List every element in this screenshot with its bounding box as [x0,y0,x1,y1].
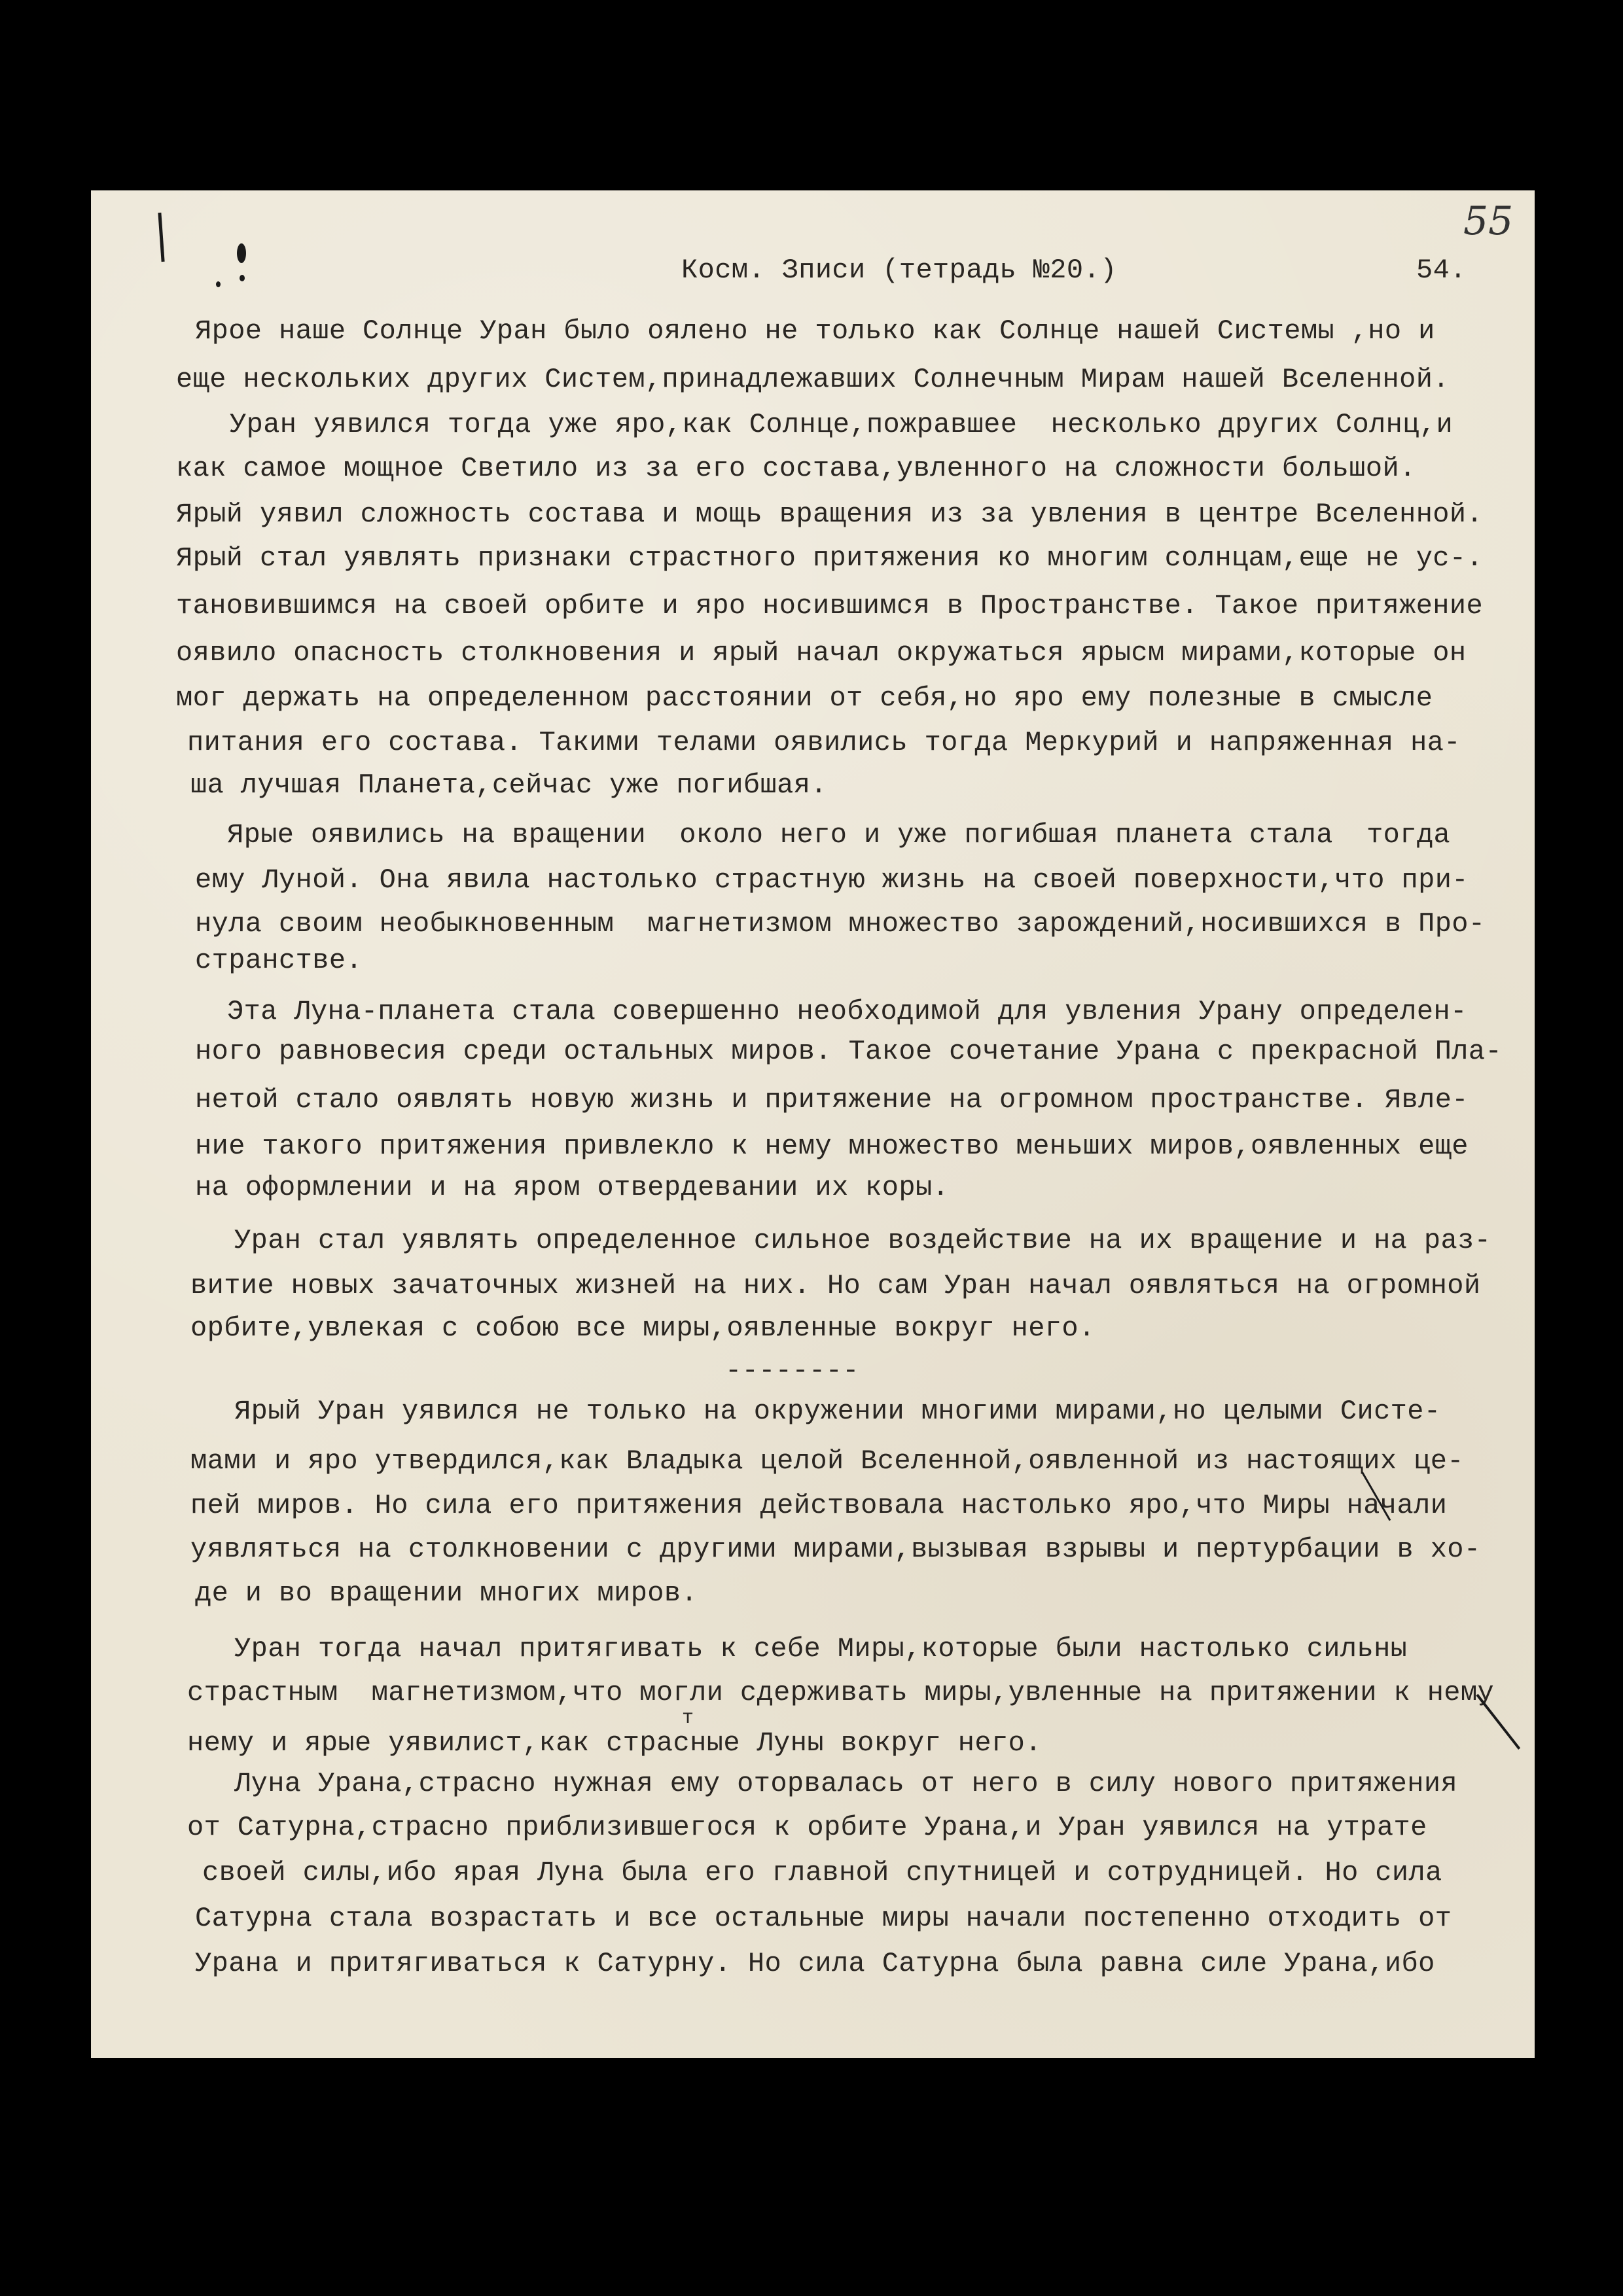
margin-ink-dot [237,243,246,263]
text-line: Ярый уявил сложность состава и мощь вращения из за увления в центре Вселенной. [176,499,1484,530]
text-line: витие новых зачаточных жизней на них. Но сам Уран начал оявляться на огромной [190,1270,1481,1301]
text-line: Сатурна стала возрастать и все остальные миры начали постепенно отходить от [195,1903,1452,1934]
text-line: мами и яро утвердился,как Владыка целой Вселенной,оявленной из настоящих це- [190,1445,1464,1477]
text-line: от Сатурна,страсно приблизившегося к орбите Урана,и Уран уявился на утрате [187,1812,1427,1843]
page-number: 54. [1416,255,1467,286]
text-line: Уран стал уявлять определенное сильное воздействие на их вращение и на раз- [234,1225,1491,1256]
text-line: мог держать на определенном расстоянии от себя,но яро ему полезные в смысле [176,682,1433,714]
text-line: ша лучшая Планета,сейчас уже погибшая. [190,769,827,801]
text-line: нула своим необыкновенным магнетизмом множество зарождений,носившихся в Про- [195,908,1486,940]
text-line: Ярый Уран уявился не только на окружении многими мирами,но целыми Систе- [234,1396,1441,1427]
text-line: пей миров. Но сила его притяжения действовала настолько яро,что Миры начали [190,1490,1448,1521]
margin-ink-dot [216,281,221,287]
text-line: Уран уявился тогда уже яро,как Солнце,пожравшее несколько других Солнц,и [230,409,1454,440]
section-divider: -------- [725,1355,859,1386]
handwritten-page-number: 55 [1463,198,1514,244]
text-line: тановившимся на своей орбите и яро носившимся в Пространстве. Такое притяжение [176,590,1484,622]
text-line: Луна Урана,страсно нужная ему оторвалась от него в силу нового притяжения [234,1768,1458,1799]
text-line: де и во вращении многих миров. [195,1578,698,1609]
text-line: на оформлении и на яром отвердевании их коры. [195,1172,950,1203]
text-line: Ярое наше Солнце Уран было оялено не только как Солнце нашей Системы ,но и [195,315,1435,347]
text-line: уявляться на столкновении с другими мирами,вызывая взрывы и пертурбации в хо- [190,1534,1481,1565]
text-line: страстным магнетизмом,что могли сдерживать миры,увленные на притяжении к нему [187,1677,1495,1708]
text-line: Уран тогда начал притягивать к себе Миры,которые были настолько сильны [234,1633,1408,1665]
text-line: как самое мощное Светило из за его состава,увленного на сложности большой. [176,453,1416,484]
text-line: еще нескольких других Систем,принадлежавших Солнечным Мирам нашей Вселенной. [176,364,1450,395]
text-line: Урана и притягиваться к Сатурну. Но сила Сатурна была равна силе Урана,ибо [195,1948,1435,1979]
text-line: Ярые оявились на вращении около него и уже погибшая планета стала тогда [227,819,1451,851]
text-line: Ярый стал уявлять признаки страстного притяжения ко многим солнцам,еще не ус-. [176,542,1484,574]
text-line: странстве. [195,945,363,976]
text-line: ние такого притяжения привлекло к нему множество меньших миров,оявленных еще [195,1131,1469,1162]
text-line: питания его состава. Такими телами оявились тогда Меркурий и напряженная на- [187,727,1461,758]
text-line: орбите,увлекая с собою все миры,оявленные вокруг него. [190,1313,1096,1344]
text-line: нему и ярые уявилист,как страсные Луны вокруг него. [187,1727,1042,1759]
margin-ink-dot [240,275,245,281]
text-line: ного равновесия среди остальных миров. Такое сочетание Урана с прекрасной Пла- [195,1036,1503,1067]
text-line: оявило опасность столкновения и ярый начал окружаться ярысм мирами,которые он [176,637,1467,669]
insertion-mark: т [682,1707,694,1729]
text-line: нетой стало оявлять новую жизнь и притяжение на огромном пространстве. Явле- [195,1084,1469,1116]
text-line: своей силы,ибо ярая Луна была его главной спутницей и сотрудницей. Но сила [202,1857,1442,1888]
text-line: ему Луной. Она явила настолько страстную жизнь на своей поверхности,что при- [195,864,1469,896]
document-title: Косм. Зписи (тетрадь №20.) [681,255,1117,286]
text-line: Эта Луна-планета стала совершенно необходимой для увления Урану определен- [227,996,1467,1027]
